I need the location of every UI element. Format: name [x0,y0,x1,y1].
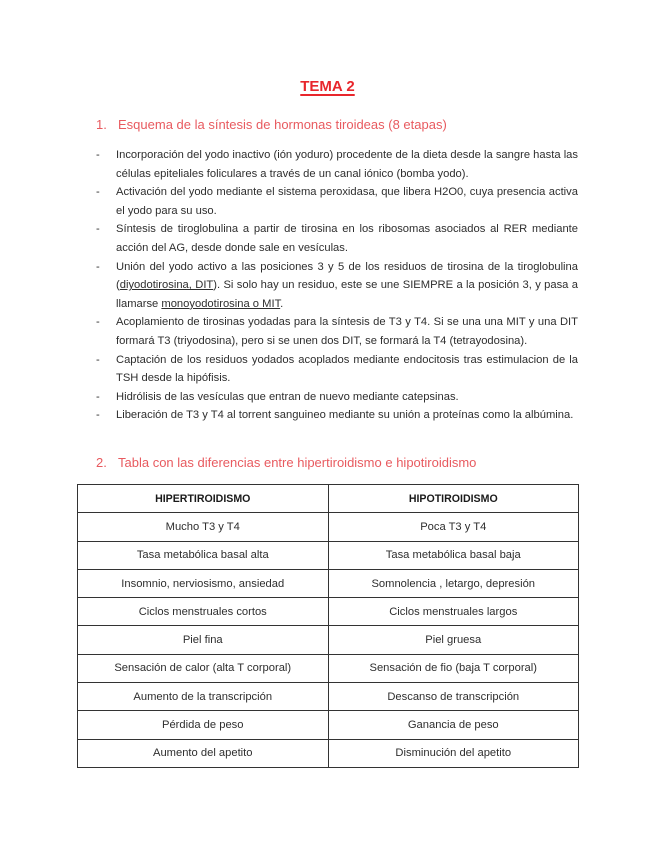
list-item-text: Liberación de T3 y T4 al torrent sanguineo mediante su unión a proteínas como la albúmina. [116,409,574,422]
list-item-text-part: Unión del yodo activo a las posiciones 3 y 5 de los residuos de tirosina de la tiroglobulina ( [116,260,578,292]
table-cell: Mucho T3 y T4 [78,513,329,541]
bullet-dash: - [96,149,100,161]
table-cell: Ganancia de peso [328,711,579,739]
bullet-dash: - [96,186,100,199]
thyroid-comparison-table [77,484,579,768]
table-header-row [78,485,579,513]
table-row [78,683,579,711]
underlined-term-mit: monoyodotirosina o MIT [161,297,281,310]
list-item [96,146,578,183]
table-cell: Tasa metabólica basal baja [328,541,579,569]
underlined-term-dit: diyodotirosina, DIT [119,279,214,292]
table-row [78,541,579,569]
list-item-text: Activación del yodo mediante el sistema peroxidasa, que libera H2O0, cuya presencia activa el yodo para su uso. [116,186,578,217]
table-cell: Somnolencia , letargo, depresión [328,569,579,597]
bullet-dash: - [96,316,100,329]
table-row [78,654,579,682]
table-row [78,598,579,626]
section-heading-text: Esquema de la síntesis de hormonas tiroideas (8 etapas) [118,117,447,132]
table-cell: Tasa metabólica basal alta [78,541,329,569]
column-header-hyperthyroidism: HIPERTIROIDISMO [78,485,329,513]
table-cell: Poca T3 y T4 [328,513,579,541]
list-item [96,351,578,388]
bullet-dash: - [96,390,100,403]
table-cell: Aumento de la transcripción [78,683,329,711]
list-item [96,220,578,257]
list-item-text-part: ). Si solo hay un residuo, este se une SIEMPRE a la posición 3, y pasa a llamarse [116,279,578,310]
list-item [96,258,578,314]
list-item-text: Incorporación del yodo inactivo (ión yoduro) procedente de la dieta desde la sangre hasta las células epiteliales foliculares a través de un canal iónico (bomba yodo). [116,149,578,180]
column-header-hypothyroidism: HIPOTIROIDISMO [328,485,579,513]
table-cell: Pérdida de peso [78,711,329,739]
list-item-text: Acoplamiento de tirosinas yodadas para la síntesis de T3 y T4. Si se una una MIT y una DIT formará T3 (triyodosina), pero si se unen dos DIT, se formará la T4 (tetrayodosina). [116,316,578,347]
table-cell: Ciclos menstruales largos [328,598,579,626]
table-row [78,513,579,541]
list-item-text-part: . [280,297,284,310]
section-heading-comparison [96,455,476,470]
section-heading-synthesis [96,117,447,132]
table-cell: Ciclos menstruales cortos [78,598,329,626]
bullet-dash: - [96,223,100,236]
table-cell: Sensación de fio (baja T corporal) [328,654,579,682]
table-row [78,711,579,739]
list-item [96,183,578,220]
table-row [78,626,579,654]
list-item [96,313,578,350]
list-item-text: Captación de los residuos yodados acoplados mediante endocitosis tras estimulacion de la TSH desde la hipófisis. [116,353,578,385]
table-row [78,569,579,597]
bullet-dash: - [96,353,100,366]
section-heading-text: Tabla con las diferencias entre hipertiroidismo e hipotiroidismo [118,455,477,470]
list-item [96,388,578,407]
table-row [78,739,579,767]
section-number: 1. [96,117,107,132]
list-item-text: Síntesis de tiroglobulina a partir de tirosina en los ribosomas asociados al RER mediante acción del AG, desde donde sale en vesículas. [116,223,578,254]
page-title: TEMA 2 [300,78,355,95]
table-cell: Piel fina [78,626,329,654]
bullet-dash: - [96,260,100,273]
table-cell: Insomnio, nerviosismo, ansiedad [78,569,329,597]
section-number: 2. [96,455,107,470]
table-cell: Aumento del apetito [78,739,329,767]
table-cell: Sensación de calor (alta T corporal) [78,654,329,682]
bullet-dash: - [96,409,100,422]
list-item-text: Hidrólisis de las vesículas que entran de nuevo mediante catepsinas. [116,390,459,403]
table-cell: Disminución del apetito [328,739,579,767]
synthesis-steps-list [96,146,578,425]
list-item [96,406,578,425]
table-cell: Descanso de transcripción [328,683,579,711]
table-cell: Piel gruesa [328,626,579,654]
